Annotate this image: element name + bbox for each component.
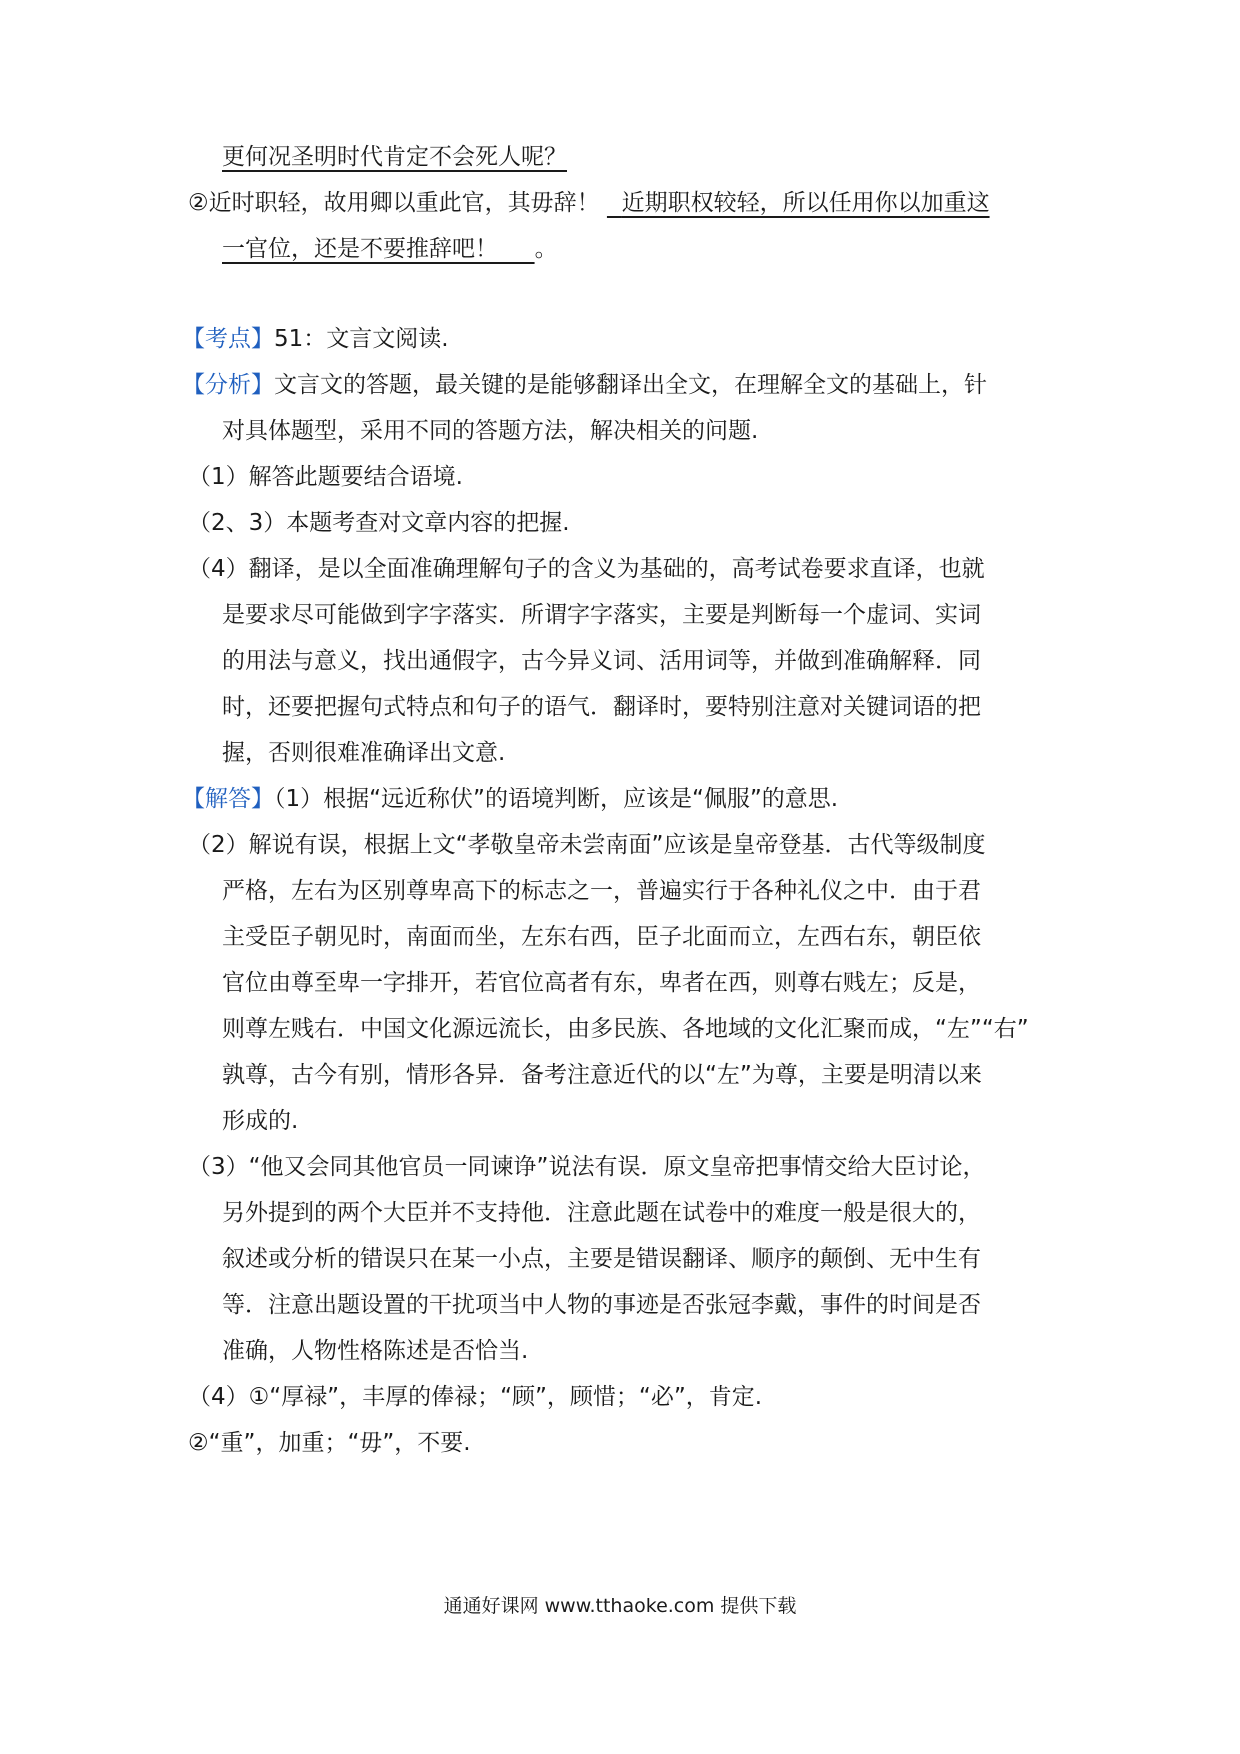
fenxi-tag: 【分析】 — [182, 372, 274, 398]
jieda-answer-2-line-5: 则尊左贱右．中国文化源远流长，由多民族、各地域的文化汇聚而成，“左”“右” — [222, 1016, 1029, 1042]
jieda-answer-3-line-3: 叙述或分析的错误只在某一小点，主要是错误翻译、顺序的颠倒、无中生有 — [222, 1246, 981, 1272]
jieda-answer-2-line-7: 形成的. — [222, 1108, 299, 1134]
translation-item-2-prefix: ②近时职轻，故用卿以重此官，其毋辞！ — [188, 190, 600, 216]
jieda-line-1 — [182, 782, 838, 816]
translation-item-2-end: 。 — [534, 236, 558, 262]
translation-line-1 — [222, 140, 567, 174]
fenxi-point-4-line-3: 的用法与意义，找出通假字，古今异义词、活用词等，并做到准确解释．同 — [222, 648, 981, 674]
fenxi-point-1: （1）解答此题要结合语境. — [188, 464, 463, 490]
translation-answer-1: 更何况圣明时代肯定不会死人呢？ — [222, 144, 567, 170]
jieda-answer-3-line-4: 等．注意出题设置的干扰项当中人物的事迹是否张冠李戴，事件的时间是否 — [222, 1292, 981, 1318]
fenxi-point-4-line-2: 是要求尽可能做到字字落实．所谓字字落实，主要是判断每一个虚词、实词 — [222, 602, 981, 628]
jieda-answer-2-line-3: 主受臣子朝见时，南面而坐，左东右西，臣子北面而立，左西右东，朝臣依 — [222, 924, 981, 950]
jieda-answer-1: （1）根据“远近称伏”的语境判断，应该是“佩服”的意思. — [274, 786, 839, 812]
translation-item-2-answer-a: 近期职权较轻，所以任用你以加重这 — [621, 190, 990, 216]
fenxi-point-2-3: （2、3）本题考查对文章内容的把握. — [188, 510, 570, 536]
jieda-answer-2-line-2: 严格，左右为区别尊卑高下的标志之一，普遍实行于各种礼仪之中．由于君 — [222, 878, 981, 904]
jieda-answer-2-line-6: 孰尊，古今有别，情形各异．备考注意近代的以“左”为尊，主要是明清以来 — [222, 1062, 982, 1088]
fenxi-text-1: 文言文的答题，最关键的是能够翻译出全文，在理解全文的基础上，针 — [274, 372, 987, 398]
kaodian-line — [182, 322, 449, 356]
jieda-answer-3-line-5: 准确，人物性格陈述是否恰当. — [222, 1338, 529, 1364]
page-footer: 通通好课网 www.tthaoke.com 提供下载 — [443, 1595, 797, 1617]
jieda-answer-4-line-2: ②“重”，加重；“毋”，不要. — [188, 1430, 471, 1456]
fenxi-line-1 — [182, 368, 987, 402]
jieda-tag: 【解答】 — [182, 786, 274, 812]
jieda-answer-3-line-2: 另外提到的两个大臣并不支持他．注意此题在试卷中的难度一般是很大的， — [222, 1200, 981, 1226]
jieda-answer-2-line-4: 官位由尊至卑一字排开，若官位高者有东，卑者在西，则尊右贱左；反是， — [222, 970, 981, 996]
kaodian-tag: 【考点】 — [182, 326, 274, 352]
translation-item-2-answer-b: 一官位，还是不要推辞吧！ — [222, 236, 498, 262]
translation-item-2 — [188, 186, 990, 220]
translation-item-2-cont — [222, 232, 558, 266]
kaodian-text: 51：文言文阅读. — [274, 326, 449, 352]
fenxi-point-4-line-1: （4）翻译，是以全面准确理解句子的含义为基础的，高考试卷要求直译，也就 — [188, 556, 985, 582]
jieda-answer-2-line-1: （2）解说有误，根据上文“孝敬皇帝未尝南面”应该是皇帝登基．古代等级制度 — [188, 832, 986, 858]
jieda-answer-4-line-1: （4）①“厚禄”，丰厚的俸禄；“顾”，顾惜；“必”，肯定. — [188, 1384, 763, 1410]
fenxi-line-2: 对具体题型，采用不同的答题方法，解决相关的问题. — [222, 418, 759, 444]
fenxi-point-4-line-4: 时，还要把握句式特点和句子的语气．翻译时，要特别注意对关键词语的把 — [222, 694, 981, 720]
jieda-answer-3-line-1: （3）“他又会同其他官员一同谏诤”说法有误．原文皇帝把事情交给大臣讨论， — [188, 1154, 986, 1180]
fenxi-point-4-line-5: 握，否则很难准确译出文意. — [222, 740, 506, 766]
